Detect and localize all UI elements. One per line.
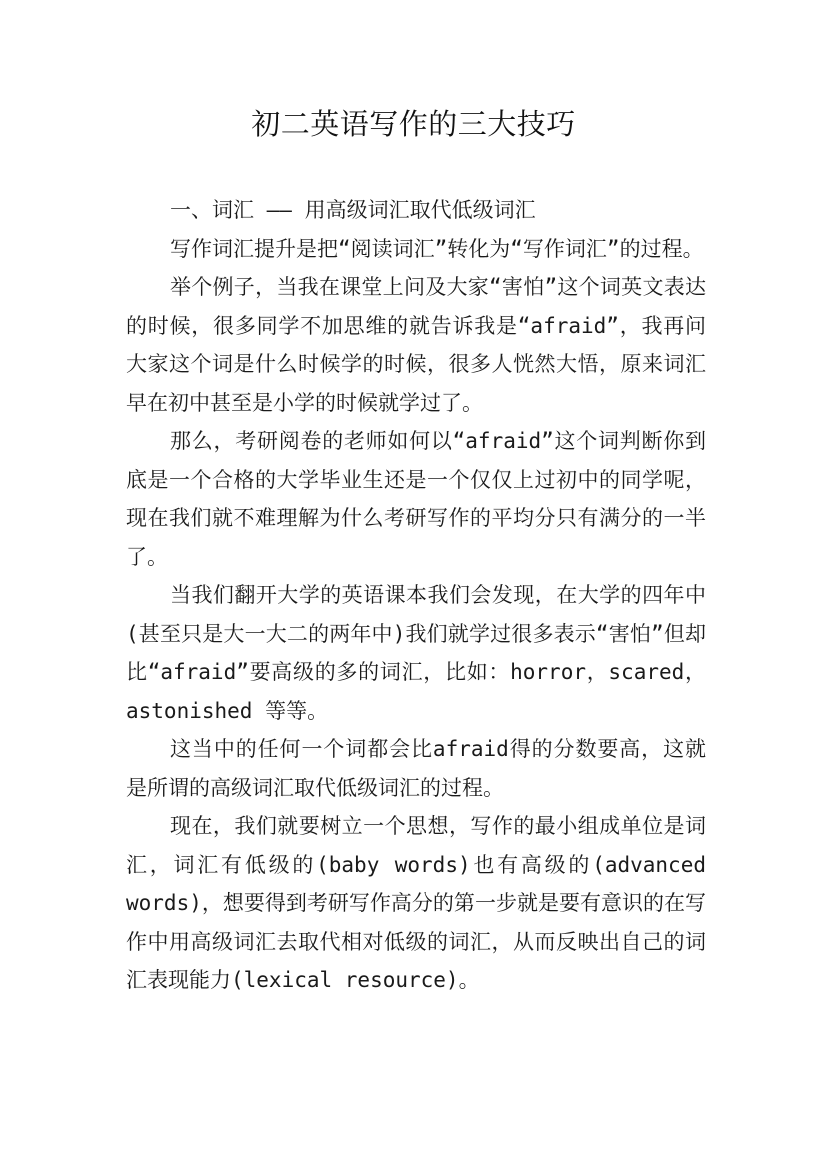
document-title: 初二英语写作的三大技巧 — [251, 107, 576, 141]
document-body — [126, 191, 706, 1000]
paragraph: 那么，考研阅卷的老师如何以“afraid”这个词判断你到底是一个合格的大学毕业生还是一个仅仅上过初中的同学呢，现在我们就不难理解为什么考研写作的平均分只有满分的一半了。 — [126, 429, 706, 569]
paragraph: 举个例子，当我在课堂上问及大家“害怕”这个词英文表达的时候，很多同学不加思维的就告诉我是“afraid”，我再问大家这个词是什么时候学的时候，很多人恍然大悟，原来词汇早在初中甚至是小学的时候就学过了。 — [126, 275, 706, 415]
paragraph: 这当中的任何一个词都会比afraid得的分数要高，这就是所谓的高级词汇取代低级词汇的过程。 — [126, 737, 706, 800]
paragraph: 当我们翻开大学的英语课本我们会发现，在大学的四年中(甚至只是大一大二的两年中)我们就学过很多表示“害怕”但却比“afraid”要高级的多的词汇，比如：horror，scared，astonished 等等。 — [126, 583, 706, 723]
paragraph: 写作词汇提升是把“阅读词汇”转化为“写作词汇”的过程。 — [170, 236, 704, 261]
section-heading: 一、词汇 —— 用高级词汇取代低级词汇 — [170, 198, 536, 222]
paragraph: 现在，我们就要树立一个思想，写作的最小组成单位是词汇，词汇有低级的(baby words)也有高级的(advanced words)，想要得到考研写作高分的第一步就是要有意识的在写作中用高级词汇去取代相对低级的词汇，从而反映出自己的词汇表现能力(lexical resource)。 — [126, 814, 706, 992]
